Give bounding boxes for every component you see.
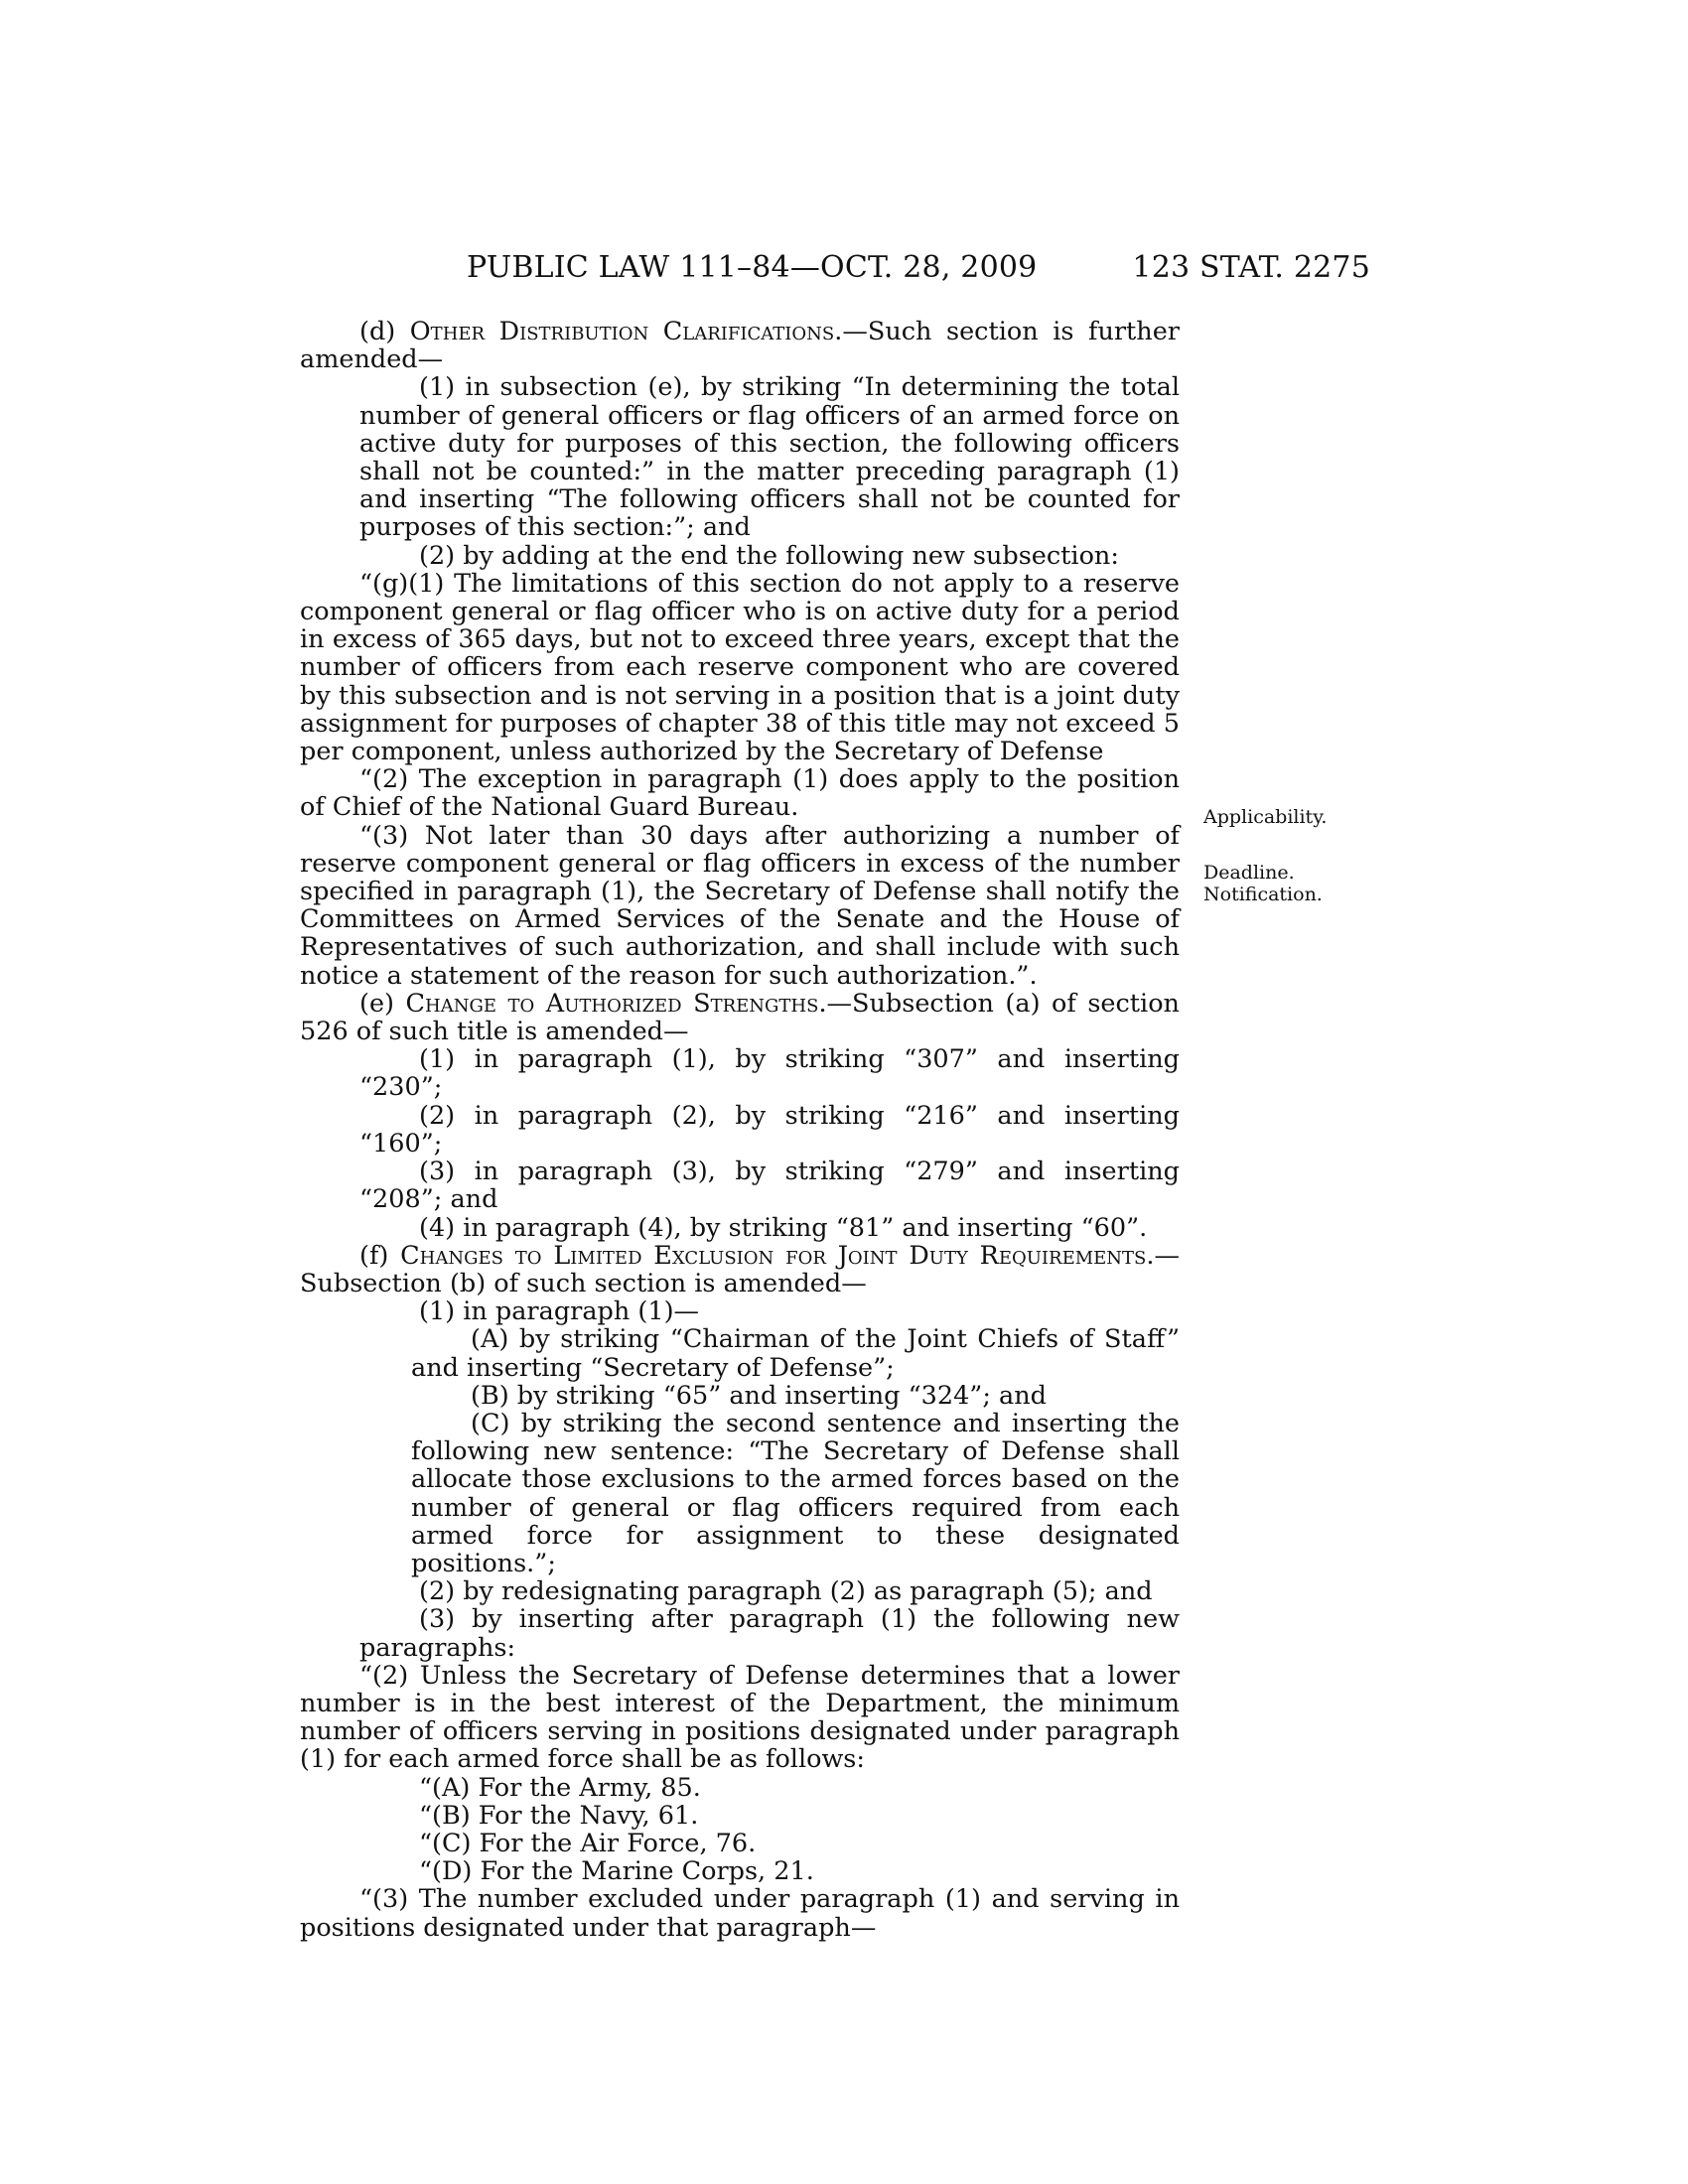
document-body <box>300 318 1180 1942</box>
subsection-d: (d) Other Distribution Clarifications.—Such section is further amended— <box>300 317 1181 375</box>
new-paragraph-2A: “(A) For the Army, 85. <box>419 1772 701 1803</box>
paragraph-f2: (2) by redesignating paragraph (2) as paragraph (5); and <box>419 1576 1153 1607</box>
margin-note-notification: Notification. <box>1203 884 1323 905</box>
paragraph-d1: (1) in subsection (e), by striking “In determining the total number of general officers or flag officers of an armed force on active duty for purposes of this section, the following officers shall not be counted:” in the matter preceding paragraph (1) and inserting “The following officers shall not be counted for purposes of this section:”; and <box>359 372 1180 543</box>
subsection-g3: “(3) Not later than 30 days after authorizing a number of reserve component general or flag officers in excess of the number specified in paragraph (1), the Secretary of Defense shall notify the Committees on Armed Services of the Senate and the House of Representatives of such authorization, and shall include with such notice a statement of the reason for such authorization.”. <box>300 820 1180 991</box>
subsection-e: (e) Change to Authorized Strengths.—Subsection (a) of section 526 of such title is amended— <box>300 988 1180 1047</box>
new-paragraph-2D: “(D) For the Marine Corps, 21. <box>419 1856 814 1887</box>
subsection-f: (f) Changes to Limited Exclusion for Joint Duty Requirements.—Subsection (b) of such section is amended— <box>300 1240 1180 1298</box>
subparagraph-f1B: (B) by striking “65” and inserting “324”; and <box>471 1380 1047 1411</box>
paragraph-e4: (4) in paragraph (4), by striking “81” and inserting “60”. <box>419 1212 1148 1243</box>
page-header-stat: 123 STAT. 2275 <box>1132 250 1370 285</box>
subparagraph-f1C: (C) by striking the second sentence and inserting the following new sentence: “The Secretary of Defense shall allocate those exclusions to the armed forces based on the number of general or flag officers required from each armed force for assignment to these designated positions.”; <box>411 1408 1180 1578</box>
new-paragraph-2: “(2) Unless the Secretary of Defense determines that a lower number is in the best interest of the Department, the minimum number of officers serving in positions designated under paragraph (1) for each armed force shall be as follows: <box>300 1660 1180 1775</box>
subsection-g1: “(g)(1) The limitations of this section do not apply to a reserve component general or flag officer who is on active duty for a period in excess of 365 days, but not to exceed three years, except that the number of officers from each reserve component who are covered by this subsection and is not serving in a position that is a joint duty assignment for purposes of chapter 38 of this title may not exceed 5 per component, unless authorized by the Secretary of Defense <box>300 568 1180 767</box>
new-paragraph-2B: “(B) For the Navy, 61. <box>419 1800 699 1831</box>
subparagraph-f1A: (A) by striking “Chairman of the Joint Chiefs of Staff” and inserting “Secretary of Defense”; <box>411 1324 1180 1383</box>
paragraph-e2: (2) in paragraph (2), by striking “216” and inserting “160”; <box>359 1100 1180 1159</box>
subsection-g2: “(2) The exception in paragraph (1) does apply to the position of Chief of the National Guard Bureau. <box>300 764 1180 823</box>
subsection-d-heading: Other Distribution Clarifications <box>409 317 835 346</box>
new-paragraph-2C: “(C) For the Air Force, 76. <box>419 1828 757 1858</box>
paragraph-f1: (1) in paragraph (1)— <box>419 1297 700 1327</box>
paragraph-e3: (3) in paragraph (3), by striking “279” and inserting “208”; and <box>359 1157 1180 1215</box>
subsection-f-heading: Changes to Limited Exclusion for Joint Duty Requirements <box>400 1240 1147 1271</box>
margin-note-applicability: Applicability. <box>1203 806 1328 828</box>
new-paragraph-3: “(3) The number excluded under paragraph (1) and serving in positions designated under that paragraph— <box>300 1884 1180 1943</box>
page-header-title: PUBLIC LAW 111–84—OCT. 28, 2009 <box>467 250 1038 285</box>
margin-note-deadline: Deadline. <box>1203 862 1295 884</box>
subsection-e-heading: Change to Authorized Strengths <box>405 988 819 1019</box>
paragraph-e1: (1) in paragraph (1), by striking “307” and inserting “230”; <box>359 1044 1180 1103</box>
paragraph-d2: (2) by adding at the end the following new subsection: <box>419 540 1119 571</box>
paragraph-f3: (3) by inserting after paragraph (1) the following new paragraphs: <box>359 1604 1180 1663</box>
